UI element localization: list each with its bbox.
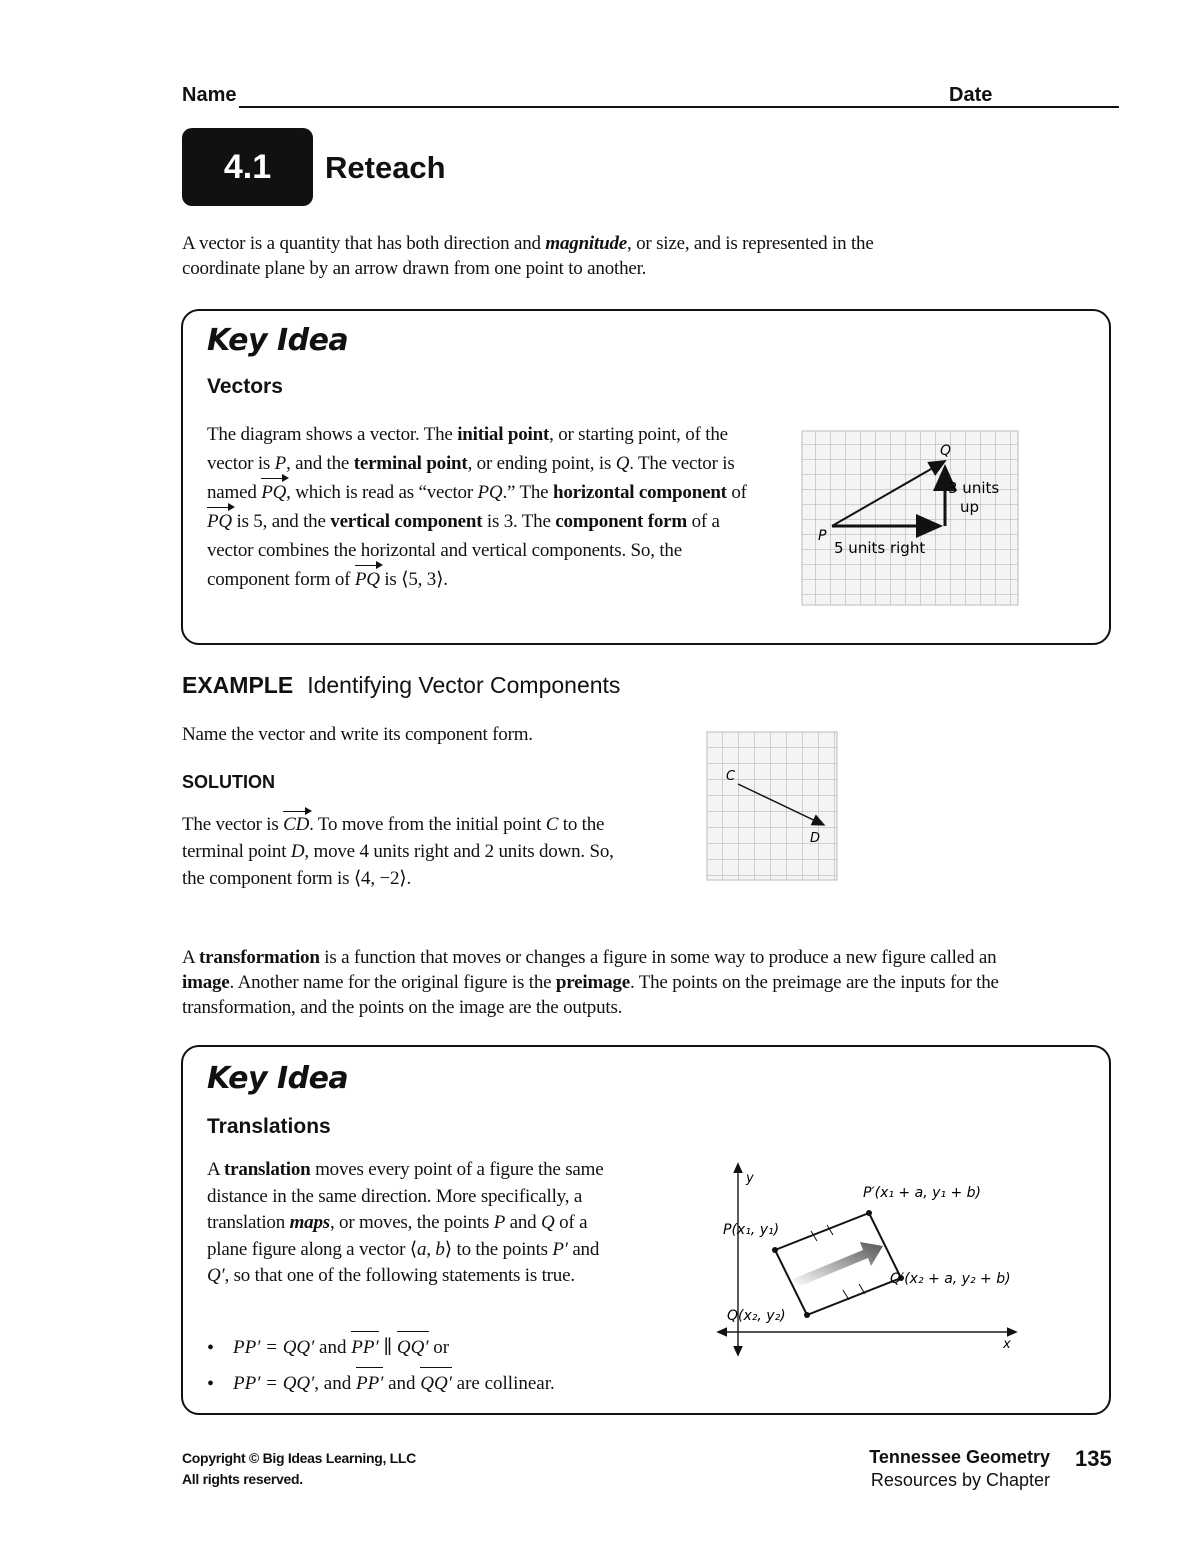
solution-label: SOLUTION [182, 772, 275, 792]
key-idea-heading: Key Idea [207, 323, 349, 358]
list-item: • PP′ = QQ′ and PP′ ∥ QQ′ or [205, 1330, 675, 1366]
header [182, 84, 1120, 110]
label-p: P(x₁, y₁) [723, 1222, 780, 1238]
label-5-units-right: 5 units right [834, 539, 926, 557]
label-p: P [818, 528, 827, 544]
translation-conditions [205, 1330, 675, 1402]
point-p [772, 1247, 778, 1253]
label-d: D [810, 831, 821, 846]
solution-text: The vector is CD. To move from the initial point C to the terminal point D, move 4 units right and 2 units down. So, the component form is ⟨4, −2⟩. [182, 811, 622, 892]
point-q [804, 1312, 810, 1318]
lesson-number-badge: 4.1 [182, 128, 313, 206]
key-idea-vectors [181, 309, 1111, 645]
label-q: Q [940, 443, 952, 459]
label-3-units: 3 units [948, 479, 1000, 497]
label-c: C [726, 769, 736, 784]
copyright: Copyright © Big Ideas Learning, LLC All rights reserved. [182, 1450, 416, 1487]
vector-cd-diagram [706, 731, 838, 881]
example-heading [182, 672, 620, 699]
example-label: EXAMPLE [182, 672, 294, 698]
vectors-explanation: The diagram shows a vector. The initial point, or starting point, of the vector is P, and the terminal point, or ending point, is Q. The vector is named PQ, which is read as “vector PQ.” The horizontal component of PQ is 5, and the vertical component is 3. The component form of a vector combines the horizontal and vertical components. So, the component form of PQ is ⟨5, 3⟩. [207, 420, 757, 594]
translation-diagram [713, 1162, 1073, 1362]
key-idea-translations [181, 1045, 1111, 1415]
y-axis-label: y [746, 1171, 754, 1186]
vector-pq: PQ [261, 478, 286, 507]
label-up: up [960, 498, 980, 516]
label-p-prime: P′(x₁ + a, y₁ + b) [863, 1185, 981, 1201]
point-p-prime [866, 1210, 872, 1216]
grid [707, 732, 837, 880]
label-q-prime: Q′(x₂ + a, y₂ + b) [890, 1271, 1011, 1287]
key-idea-heading: Key Idea [207, 1061, 349, 1096]
book-title: Tennessee Geometry Resources by Chapter [869, 1447, 1050, 1490]
lesson-title: Reteach [325, 150, 446, 185]
translations-explanation: A translation moves every point of a figure the same distance in the same direction. More specifically, a translation maps, or moves, the points P and Q of a plane figure along a vector ⟨a, b⟩ to the points P′ and Q′, so that one of the following statements is true. [207, 1159, 604, 1286]
transformation-paragraph: A transformation is a function that moves or changes a figure in some way to produce a new figure called an image. Another name for the original figure is the preimage. The points on the preimage are the inputs for the transformation, and the points on the image are the outputs. [182, 947, 999, 1018]
example-title: Identifying Vector Components [307, 672, 621, 698]
page-number: 135 [1075, 1446, 1112, 1471]
list-item: • PP′ = QQ′, and PP′ and QQ′ are collinear. [205, 1366, 675, 1402]
vector-pq-diagram [800, 429, 1020, 607]
vector-cd: CD [283, 811, 309, 838]
date-field[interactable] [997, 106, 1119, 108]
key-idea-subheading: Vectors [207, 375, 283, 398]
key-idea-subheading: Translations [207, 1115, 331, 1138]
intro-paragraph: A vector is a quantity that has both direction and magnitude, or size, and is represented in the coordinate plane by an arrow drawn from one point to another. [182, 233, 874, 279]
label-q: Q(x₂, y₂) [727, 1308, 786, 1324]
direction-arrow [793, 1242, 883, 1287]
name-label: Name [182, 84, 237, 106]
date-label: Date [949, 84, 993, 106]
x-axis-label: x [1003, 1337, 1011, 1352]
grid [802, 431, 1018, 605]
example-prompt: Name the vector and write its component form. [182, 724, 533, 745]
